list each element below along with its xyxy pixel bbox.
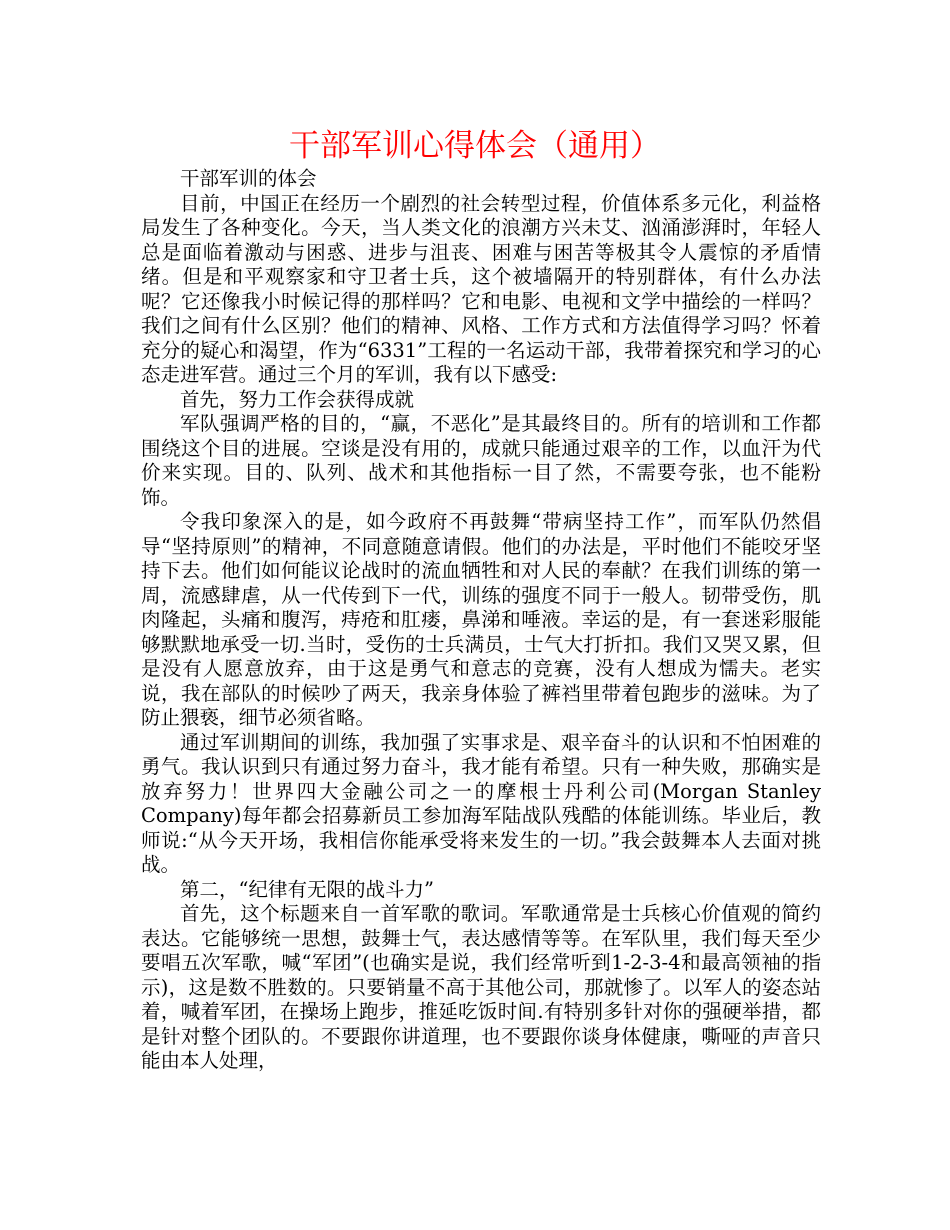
section-heading-first: 首先，努力工作会获得成就 — [180, 387, 415, 411]
body-paragraph: 军队强调严格的目的，“赢，不恶化”是其最终目的。所有的培训和工作都围绕这个目的进展。空谈是没有用的，成就只能通过艰辛的工作，以血汗为代价来实现。目的、队列、战术和其他指标一目了然，不需要夸张，也不能粉饰。 — [141, 412, 821, 509]
document-title: 干部军训心得体会（通用） — [289, 128, 661, 164]
body-paragraph: 首先，这个标题来自一首军歌的歌词。军歌通常是士兵核心价值观的简约表达。它能够统一思想，鼓舞士气，表达感情等等。在军队里，我们每天至少要唱五次军歌，喊“军团”(也确实是说，我们经常听到1-2-3-4和最高领袖的指示)，这是数不胜数的。只要销量不高于其他公司，那就惨了。以军人的姿态站着，喊着军团，在操场上跑步，推延吃饭时间.有特别多针对你的强硬举措，都是针对整个团队的。不要跟你讲道理，也不要跟你谈身体健康，嘶哑的声音只能由本人处理， — [141, 902, 821, 1072]
body-paragraph: 令我印象深入的是，如今政府不再鼓舞“带病坚持工作”，而军队仍然倡导“坚持原则”的精神，不同意随意请假。他们的办法是，平时他们不能咬牙坚持下去。他们如何能议论战时的流血牺牲和对人民的奉献？在我们训练的第一周，流感肆虐，从一代传到下一代，训练的强度不同于一般人。韧带受伤，肌肉隆起，头痛和腹泻，痔疮和肛瘘，鼻涕和唾液。幸运的是，有一套迷彩服能够默默地承受一切.当时，受伤的士兵满员，士气大打折扣。我们又哭又累，但是没有人愿意放弃，由于这是勇气和意志的竞赛，没有人想成为懦夫。老实说，我在部队的时候吵了两天，我亲身体验了裤裆里带着包跑步的滋味。为了防止猥亵，细节必须省略。 — [141, 510, 821, 729]
subtitle-paragraph: 干部军训的体会 — [180, 167, 317, 190]
intro-paragraph: 目前，中国正在经历一个剧烈的社会转型过程，价值体系多元化，利益格局发生了各种变化。今天，当人类文化的浪潮方兴未艾、汹涌澎湃时，年轻人总是面临着激动与困惑、进步与沮丧、困难与困苦等极其令人震惊的矛盾情绪。但是和平观察家和守卫者士兵，这个被墙隔开的特别群体，有什么办法呢？它还像我小时候记得的那样吗？它和电影、电视和文学中描绘的一样吗？我们之间有什么区别？他们的精神、风格、工作方式和方法值得学习吗？怀着充分的疑心和渴望，作为“6331”工程的一名运动干部，我带着探究和学习的心态走进军营。通过三个月的军训，我有以下感受: — [141, 191, 821, 386]
body-paragraph: 通过军训期间的训练，我加强了实事求是、艰辛奋斗的认识和不怕困难的勇气。我认识到只有通过努力奋斗，我才能有希望。只有一种失败，那确实是放弃努力！世界四大金融公司之一的摩根士丹利公司(Morgan Stanley Company)每年都会招募新员工参加海军陆战队残酷的体能训练。毕业后，教师说:“从今天开场，我相信你能承受将来发生的一切。”我会鼓舞本人去面对挑战。 — [141, 730, 821, 876]
section-heading-second: 第二，“纪律有无限的战斗力” — [180, 877, 434, 901]
document-body — [141, 167, 821, 1074]
